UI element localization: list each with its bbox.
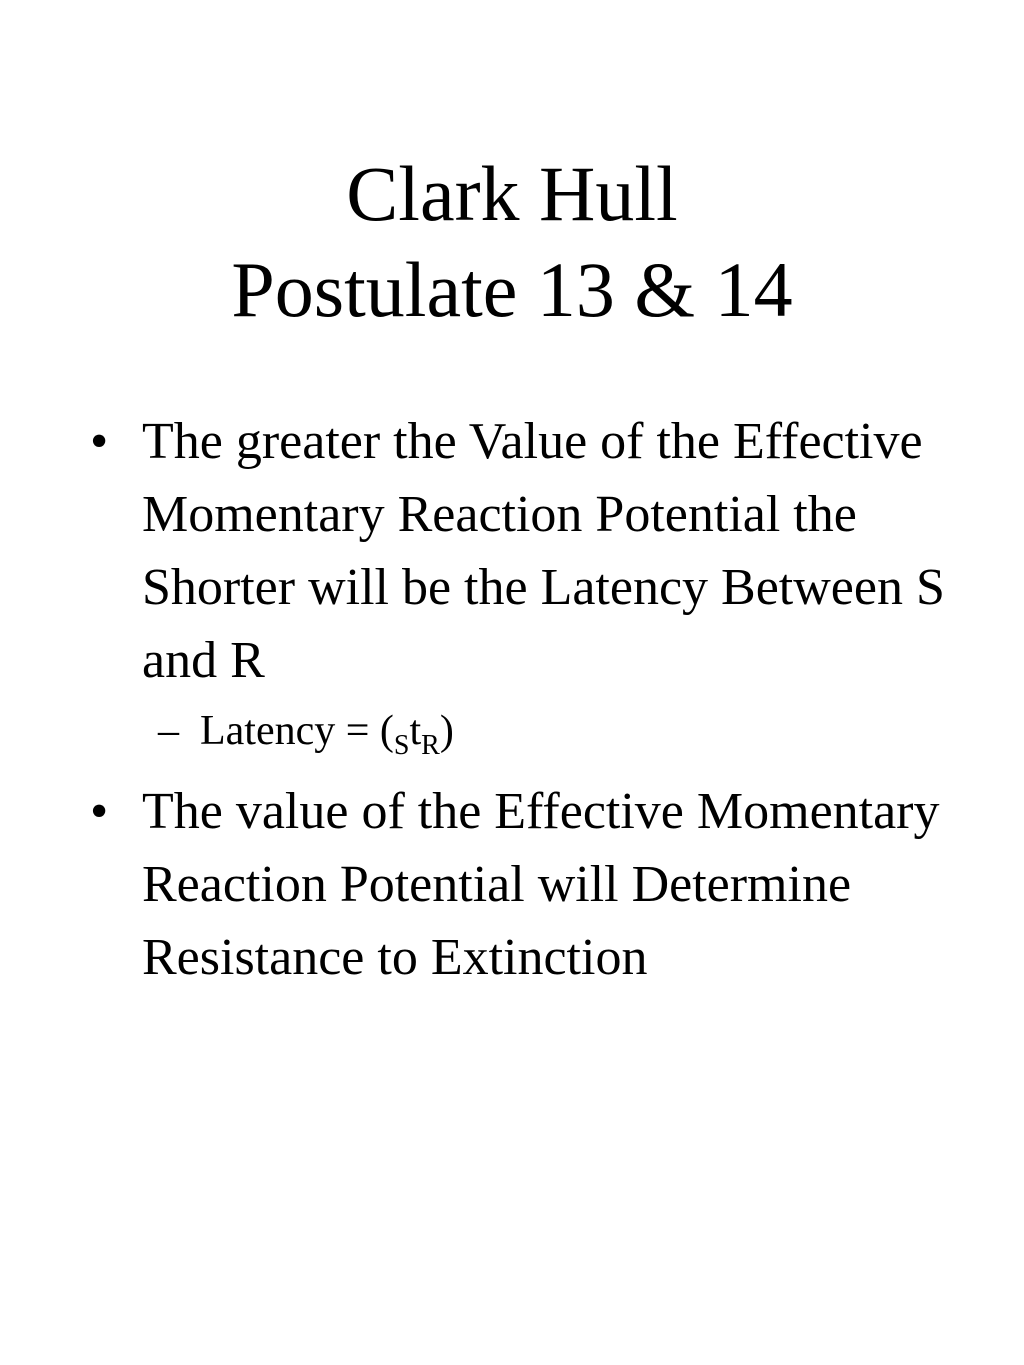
bullet-list	[0, 405, 1024, 994]
formula-prefix: Latency = (	[200, 708, 394, 754]
bullet-text: The value of the Effective Momentary Reaction Potential will Determine Resistance to Extinction	[142, 783, 940, 986]
slide-title	[0, 146, 1024, 338]
title-line-2: Postulate 13 & 14	[231, 246, 793, 333]
formula-subscript-r: R	[421, 730, 440, 761]
formula-subscript-s: S	[393, 730, 410, 761]
sub-bullet-item	[0, 701, 1024, 761]
bullet-text: The greater the Value of the Effective Momentary Reaction Potential the Shorter will be the Latency Between S and R	[142, 413, 945, 689]
bullet-item-2	[0, 775, 1024, 994]
latency-formula	[200, 708, 454, 761]
formula-t: t	[409, 708, 422, 754]
bullet-icon: •	[90, 783, 109, 840]
bullet-item-1	[0, 405, 1024, 697]
title-line-1: Clark Hull	[346, 150, 678, 237]
bullet-icon: •	[90, 413, 109, 470]
dash-icon: –	[158, 708, 179, 754]
formula-suffix: )	[439, 708, 454, 754]
